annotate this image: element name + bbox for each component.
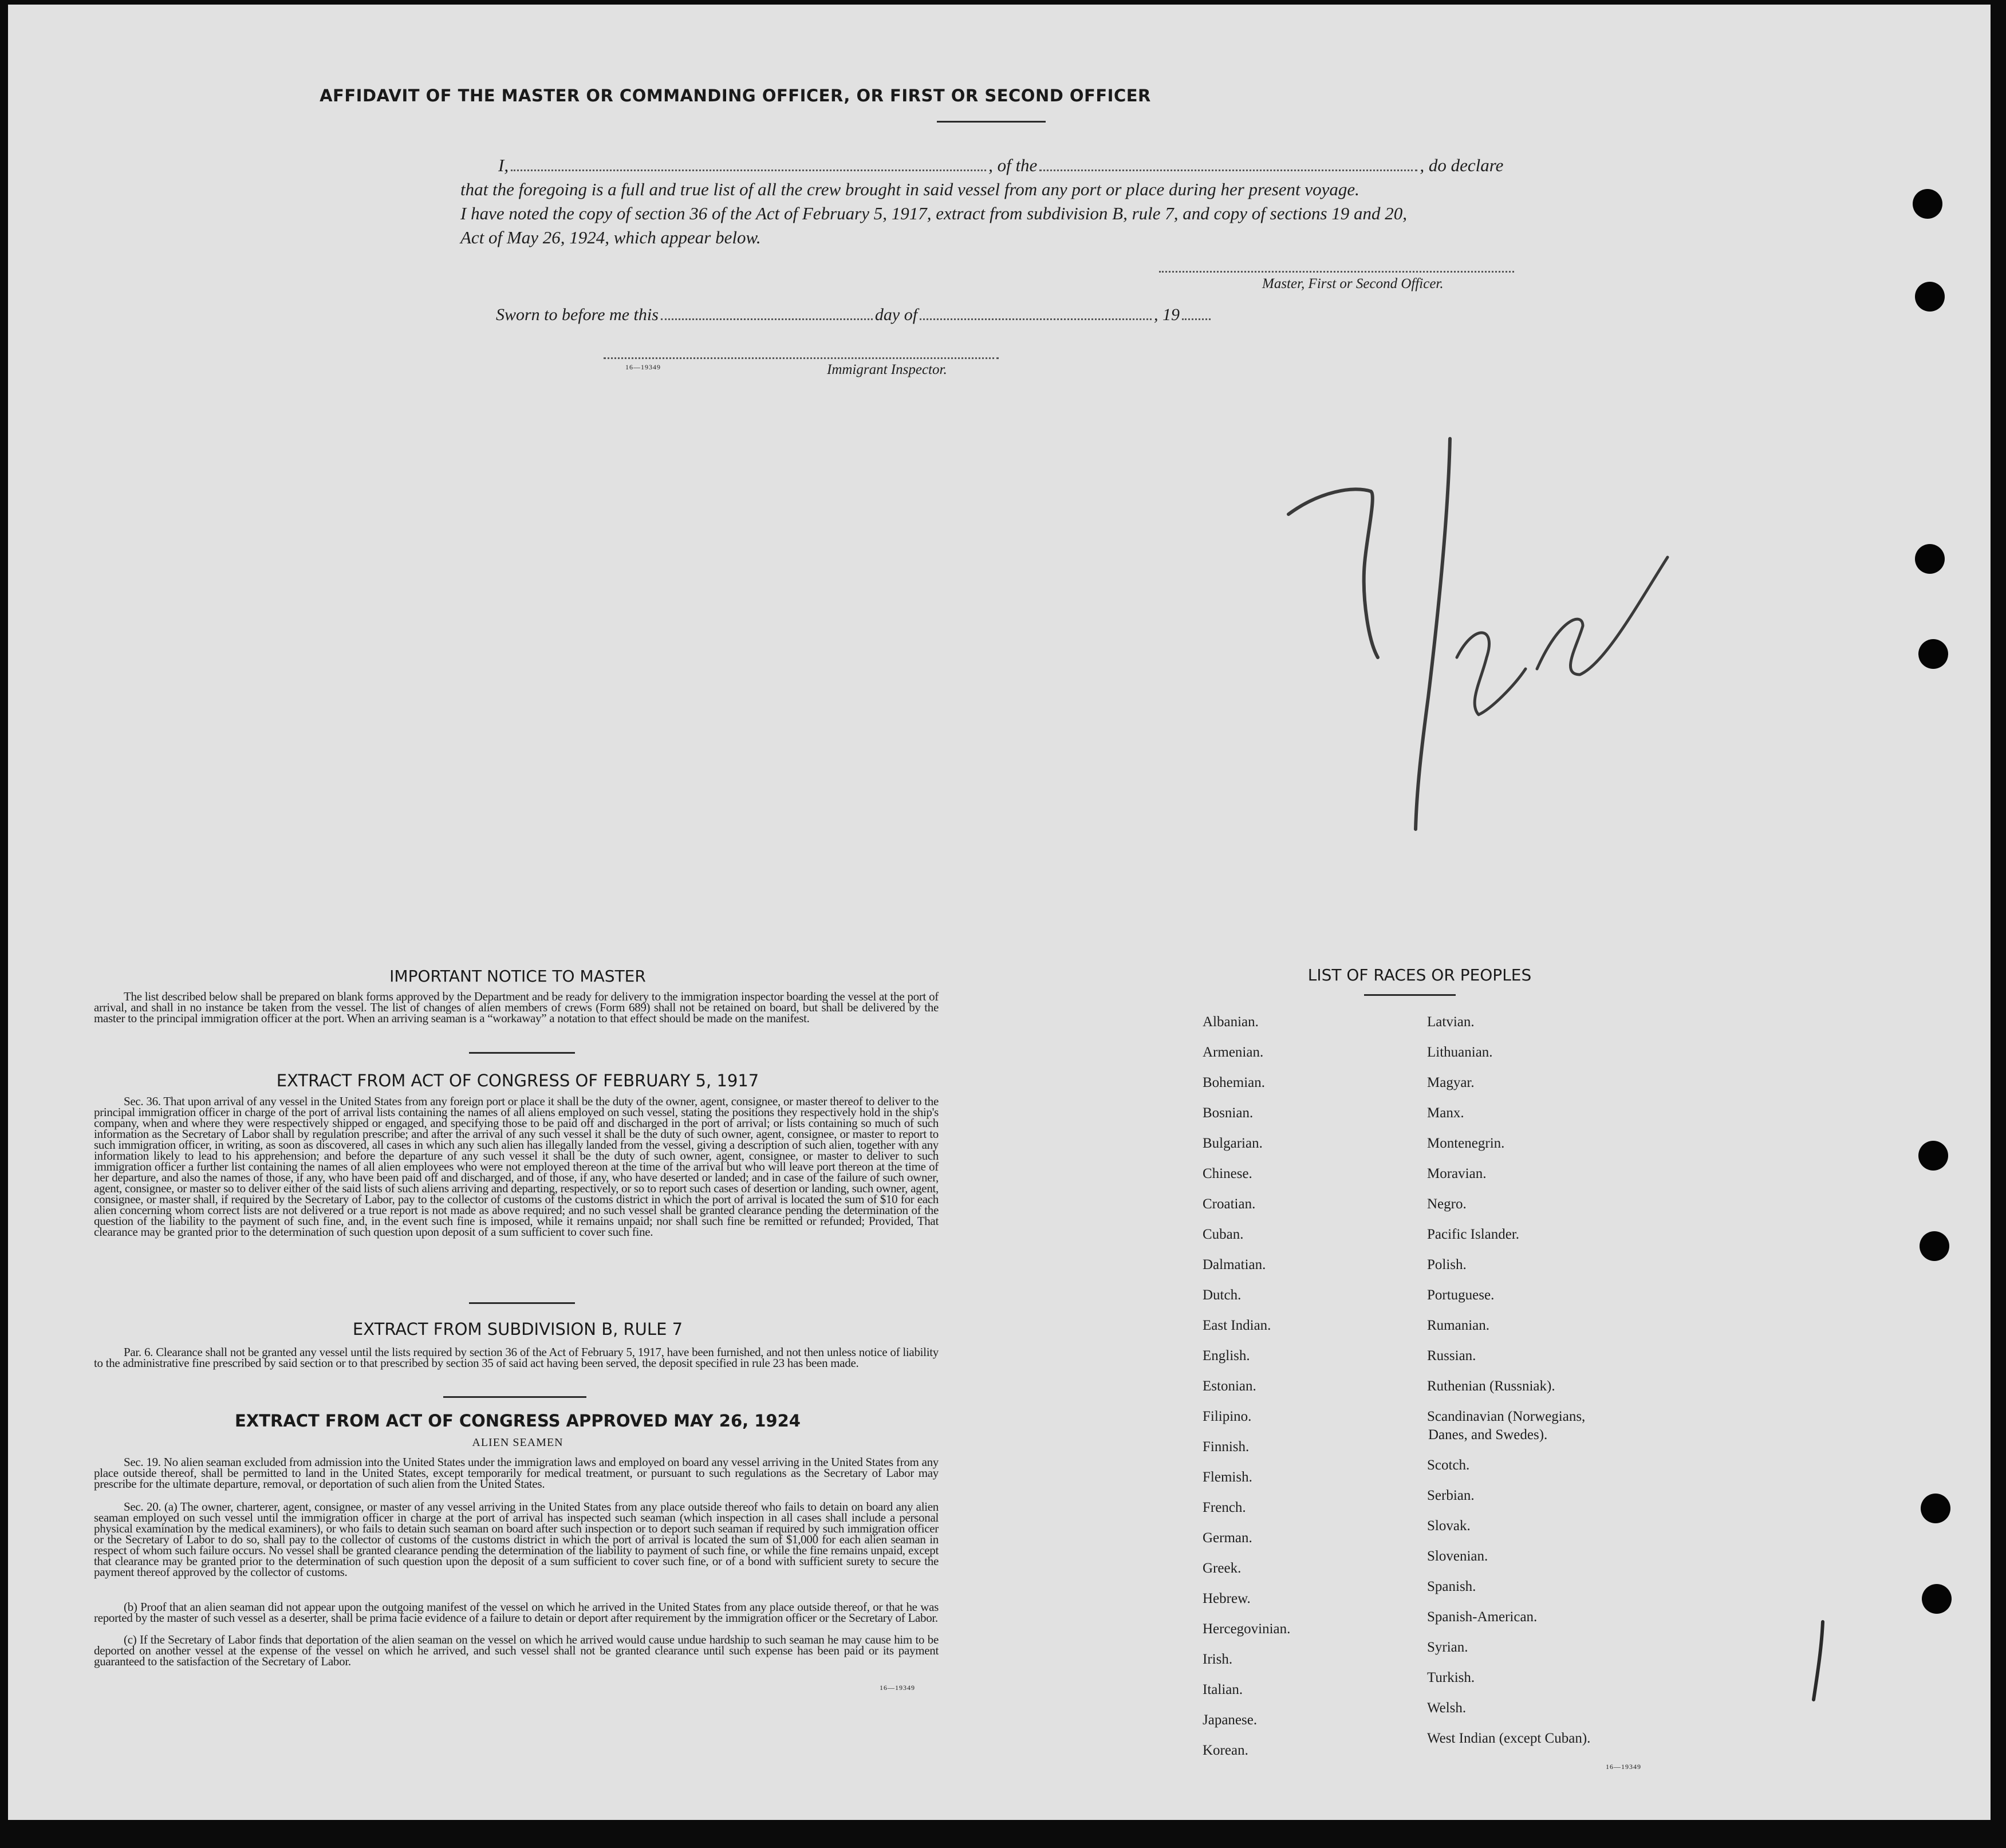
race-item: Bulgarian. <box>1203 1136 1263 1151</box>
race-item: Flemish. <box>1203 1469 1252 1485</box>
race-item: Cuban. <box>1203 1227 1244 1242</box>
races-column-2 <box>1427 1007 1590 1754</box>
race-item: Irish. <box>1203 1652 1233 1667</box>
race-item: Scotch. <box>1427 1457 1470 1473</box>
declaration-line-3: I have noted the copy of section 36 of the Act of February 5, 1917, extract from subdivision B, rule 7, and copy of sections 19 and 20, <box>460 203 1408 223</box>
affidavit-form-code: 16—19349 <box>625 363 661 371</box>
extract-rule7-rule <box>443 1396 586 1398</box>
races-title-rule <box>1364 994 1456 996</box>
race-item: Estonian. <box>1203 1378 1256 1394</box>
sworn-line: Sworn to before me this day of , 19 <box>496 301 1213 325</box>
extract-1917-body: Sec. 36. That upon arrival of any vessel in the United States from any foreign port or place it shall be the duty of the owner, agent, consignee, or master thereof to deliver to the principal immigration officer in charge of the port of arrival lists containing the names of all aliens employed on such vessel, stating the positions they respectively hold in the ship's company, when and where they were respectively shipped or engaged, and specifying those to be paid off and discharged in the port of arrival; or lists containing so much of such information as the Secretary of Labor shall by regulation prescribe; and after the arrival of any such vessel it shall be the duty of such owner, agent, consignee, or master to report to such immigration officer, in writing, as soon as discovered, all cases in which any such alien has illegally landed from the vessel, giving a description of such alien, together with any information likely to lead to his apprehension; and before the departure of any such vessel it shall be the duty of such owner, agent, consignee, or master to deliver to such immigration officer a further list containing the names of all alien employees who were not employed thereon at the time of the arrival but who will leave port thereon at the time of her departure, and also the names of those, if any, who have been paid off and discharged, and of those, if any, who have deserted or landed; and in case of the failure of such owner, agent, consignee, or master so to deliver either of the said lists of such aliens arriving and departing, respectively, or so to report such cases of desertion or landing, such owner, agent, consignee, or master shall, if required by the Secretary of Labor, pay to the collector of customs of the customs district in which the port of arrival is located the sum of $10 for each alien concerning whom correct lists are not delivered or a true report is not made as above required; and no such vessel shall be granted clearance pending the determination of the question of the liability to the payment of such fine, and, in the event such fine is imposed, while it remains unpaid; nor shall such fine be remitted or refunded; Provided, That clearance may be granted prior to the determination of such question upon deposit of a sum sufficient to cover such fine. <box>94 1094 939 1239</box>
race-item: Serbian. <box>1427 1488 1475 1503</box>
handwritten-date <box>1285 428 1686 841</box>
race-item: Japanese. <box>1203 1712 1258 1728</box>
affidavit-title: AFFIDAVIT OF THE MASTER OR COMMANDING OFFICER, OR FIRST OR SECOND OFFICER <box>320 86 1151 105</box>
binder-hole <box>1922 1584 1952 1614</box>
race-item: Greek. <box>1203 1561 1242 1576</box>
notice-rule <box>469 1052 575 1054</box>
race-item: Manx. <box>1427 1105 1464 1121</box>
race-item: Scandinavian (Norwegians, <box>1427 1409 1586 1424</box>
signature-line[interactable] <box>1159 271 1514 273</box>
races-form-code: 16—19349 <box>1606 1763 1641 1771</box>
extract-1924-sec19: Sec. 19. No alien seaman excluded from admission into the United States under the immigration laws and employed on board any vessel arriving in the United States from any place outside thereof, shall be permitted to land in the United States, except temporarily for medical treatment, or pursuant to such regulations as the Secretary of Labor may prescribe for the ultimate departure, removal, or deportation of such alien from the United States. <box>94 1455 939 1491</box>
race-item: Latvian. <box>1427 1014 1475 1030</box>
race-item: English. <box>1203 1348 1250 1364</box>
extract-1917-rule <box>469 1302 575 1304</box>
declaration-line-1: I, , of the , do declare <box>460 152 1537 178</box>
race-item: East Indian. <box>1203 1318 1271 1333</box>
binder-hole <box>1915 544 1945 574</box>
race-item: Montenegrin. <box>1427 1136 1505 1151</box>
race-item: Dalmatian. <box>1203 1257 1266 1272</box>
binder-hole <box>1918 639 1948 669</box>
race-item: Slovenian. <box>1427 1548 1488 1564</box>
inspector-label: Immigrant Inspector. <box>827 362 947 377</box>
races-title: LIST OF RACES OR PEOPLES <box>1307 966 1532 984</box>
race-item: Danes, and Swedes). <box>1428 1427 1548 1443</box>
race-item: Polish. <box>1427 1257 1467 1272</box>
race-item: West Indian (except Cuban). <box>1427 1731 1591 1746</box>
races-column-1 <box>1203 1007 1290 1766</box>
race-item: Pacific Islander. <box>1427 1227 1520 1242</box>
signature-label: Master, First or Second Officer. <box>1262 276 1444 291</box>
extract-form-code: 16—19349 <box>880 1684 915 1692</box>
race-item: Chinese. <box>1203 1166 1252 1181</box>
race-item: Bosnian. <box>1203 1105 1254 1121</box>
notice-title: IMPORTANT NOTICE TO MASTER <box>389 967 646 986</box>
declaration-line-2: that the foregoing is a full and true list of all the crew brought in said vessel from any port or place during her present voyage. <box>460 179 1359 199</box>
extract-1924-title: EXTRACT FROM ACT OF CONGRESS APPROVED MAY 26, 1924 <box>235 1411 801 1431</box>
race-item: Croatian. <box>1203 1196 1256 1212</box>
extract-1924-sec20c: (c) If the Secretary of Labor finds that deportation of the alien seaman on the vessel on which he arrived would cause undue hardship to such seaman he may cause him to be deported on another vessel at the expense of the vessel on which he arrived, and such vessel shall not be granted clearance until such expense has been paid or its payment guaranteed to the satisfaction of the Secretary of Labor. <box>94 1633 939 1668</box>
vessel-name-blank[interactable] <box>1039 152 1417 171</box>
race-item: Finnish. <box>1203 1439 1250 1455</box>
declaration-text <box>460 152 1537 250</box>
race-item: Ruthenian (Russniak). <box>1427 1378 1555 1394</box>
race-item: Slovak. <box>1427 1518 1471 1534</box>
race-item: Hercegovinian. <box>1203 1621 1291 1637</box>
race-item: Dutch. <box>1203 1287 1242 1303</box>
race-item: Filipino. <box>1203 1409 1252 1424</box>
declarant-name-blank[interactable] <box>511 152 986 171</box>
affidavit-title-rule <box>937 121 1046 123</box>
handwritten-page-mark <box>1809 1620 1832 1705</box>
binder-hole <box>1921 1494 1950 1523</box>
race-item: German. <box>1203 1530 1252 1546</box>
race-item: Moravian. <box>1427 1166 1487 1181</box>
extract-rule7-title: EXTRACT FROM SUBDIVISION B, RULE 7 <box>352 1319 683 1339</box>
extract-1917-title: EXTRACT FROM ACT OF CONGRESS OF FEBRUARY 5, 1917 <box>276 1071 759 1090</box>
race-item: Italian. <box>1203 1682 1243 1697</box>
race-item: Rumanian. <box>1427 1318 1490 1333</box>
notice-body: The list described below shall be prepared on blank forms approved by the Department and be ready for delivery to the immigration inspector boarding the vessel at the port of arrival, and shall in no instance be taken from the vessel. The list of changes of alien members of crews (Form 689) shall not be retained on board, but shall be delivered by the master to the principal immigration officer at the port. When an arriving seaman is a “workaway” a notation to that effect should be made on the manifest. <box>94 990 939 1025</box>
race-item: Spanish. <box>1427 1579 1476 1594</box>
race-item: Turkish. <box>1427 1670 1475 1685</box>
extract-1924-subtitle: ALIEN SEAMEN <box>472 1436 563 1449</box>
binder-hole <box>1913 189 1942 219</box>
declaration-line-4: Act of May 26, 1924, which appear below. <box>460 227 761 247</box>
race-item: Hebrew. <box>1203 1591 1251 1606</box>
race-item: Bohemian. <box>1203 1075 1266 1090</box>
extract-rule7-body: Par. 6. Clearance shall not be granted any vessel until the lists required by section 36 of the Act of February 5, 1917, have been furnished, and not then unless notice of liability to the administrative fine prescribed by said section or to that prescribed by section 35 of said act having been served, the deposit specified in rule 23 has been made. <box>94 1345 939 1370</box>
race-item: Korean. <box>1203 1743 1248 1758</box>
binder-hole <box>1920 1231 1949 1261</box>
sworn-year-blank[interactable] <box>1182 301 1211 320</box>
race-item: Portuguese. <box>1427 1287 1495 1303</box>
race-item: Spanish-American. <box>1427 1609 1538 1625</box>
race-item: Welsh. <box>1427 1700 1467 1716</box>
race-item: Syrian. <box>1427 1640 1468 1655</box>
race-item: Magyar. <box>1427 1075 1475 1090</box>
race-item: Russian. <box>1427 1348 1476 1364</box>
race-item: Albanian. <box>1203 1014 1259 1030</box>
sworn-day-blank[interactable] <box>661 301 873 320</box>
race-item: Negro. <box>1427 1196 1467 1212</box>
inspector-signature-line[interactable] <box>604 357 999 359</box>
sworn-month-blank[interactable] <box>920 301 1152 320</box>
race-item: Lithuanian. <box>1427 1045 1493 1060</box>
extract-1924-sec20a: Sec. 20. (a) The owner, charterer, agent, consignee, or master of any vessel arriving in the United States from any place outside thereof who fails to detain on board any alien seaman employed on such vessel until the immigration officer in charge at the port of arrival has inspected such seaman (which inspection in all cases shall include a personal physical examination by the medical examiners), or who fails to detain such seaman on board after such inspection or to deport such seaman if required by such immigration officer or the Secretary of Labor to do so, shall pay to the collector of customs of the customs district in which the port of arrival is located the sum of $1,000 for each alien seaman in respect of whom such failure occurs. No vessel shall be granted clearance pending the determination of the liability to payment of such fine, or while the fine remains unpaid, except that clearance may be granted prior to the determination of such question upon the deposit of a sum sufficient to cover such fine, or of a bond with sufficient surety to secure the payment thereof approved by the collector of customs. <box>94 1500 939 1579</box>
binder-hole <box>1915 282 1945 312</box>
extract-1924-sec20b: (b) Proof that an alien seaman did not appear upon the outgoing manifest of the vessel on which he arrived in the United States from any place outside thereof, or that he was reported by the master of such vessel as a deserter, shall be prima facie evidence of a failure to detain or deport after requirement by the immigration officer or the Secretary of Labor. <box>94 1600 939 1625</box>
form-sheet <box>8 5 1991 1820</box>
race-item: French. <box>1203 1500 1246 1515</box>
binder-hole <box>1918 1141 1948 1171</box>
race-item: Armenian. <box>1203 1045 1264 1060</box>
